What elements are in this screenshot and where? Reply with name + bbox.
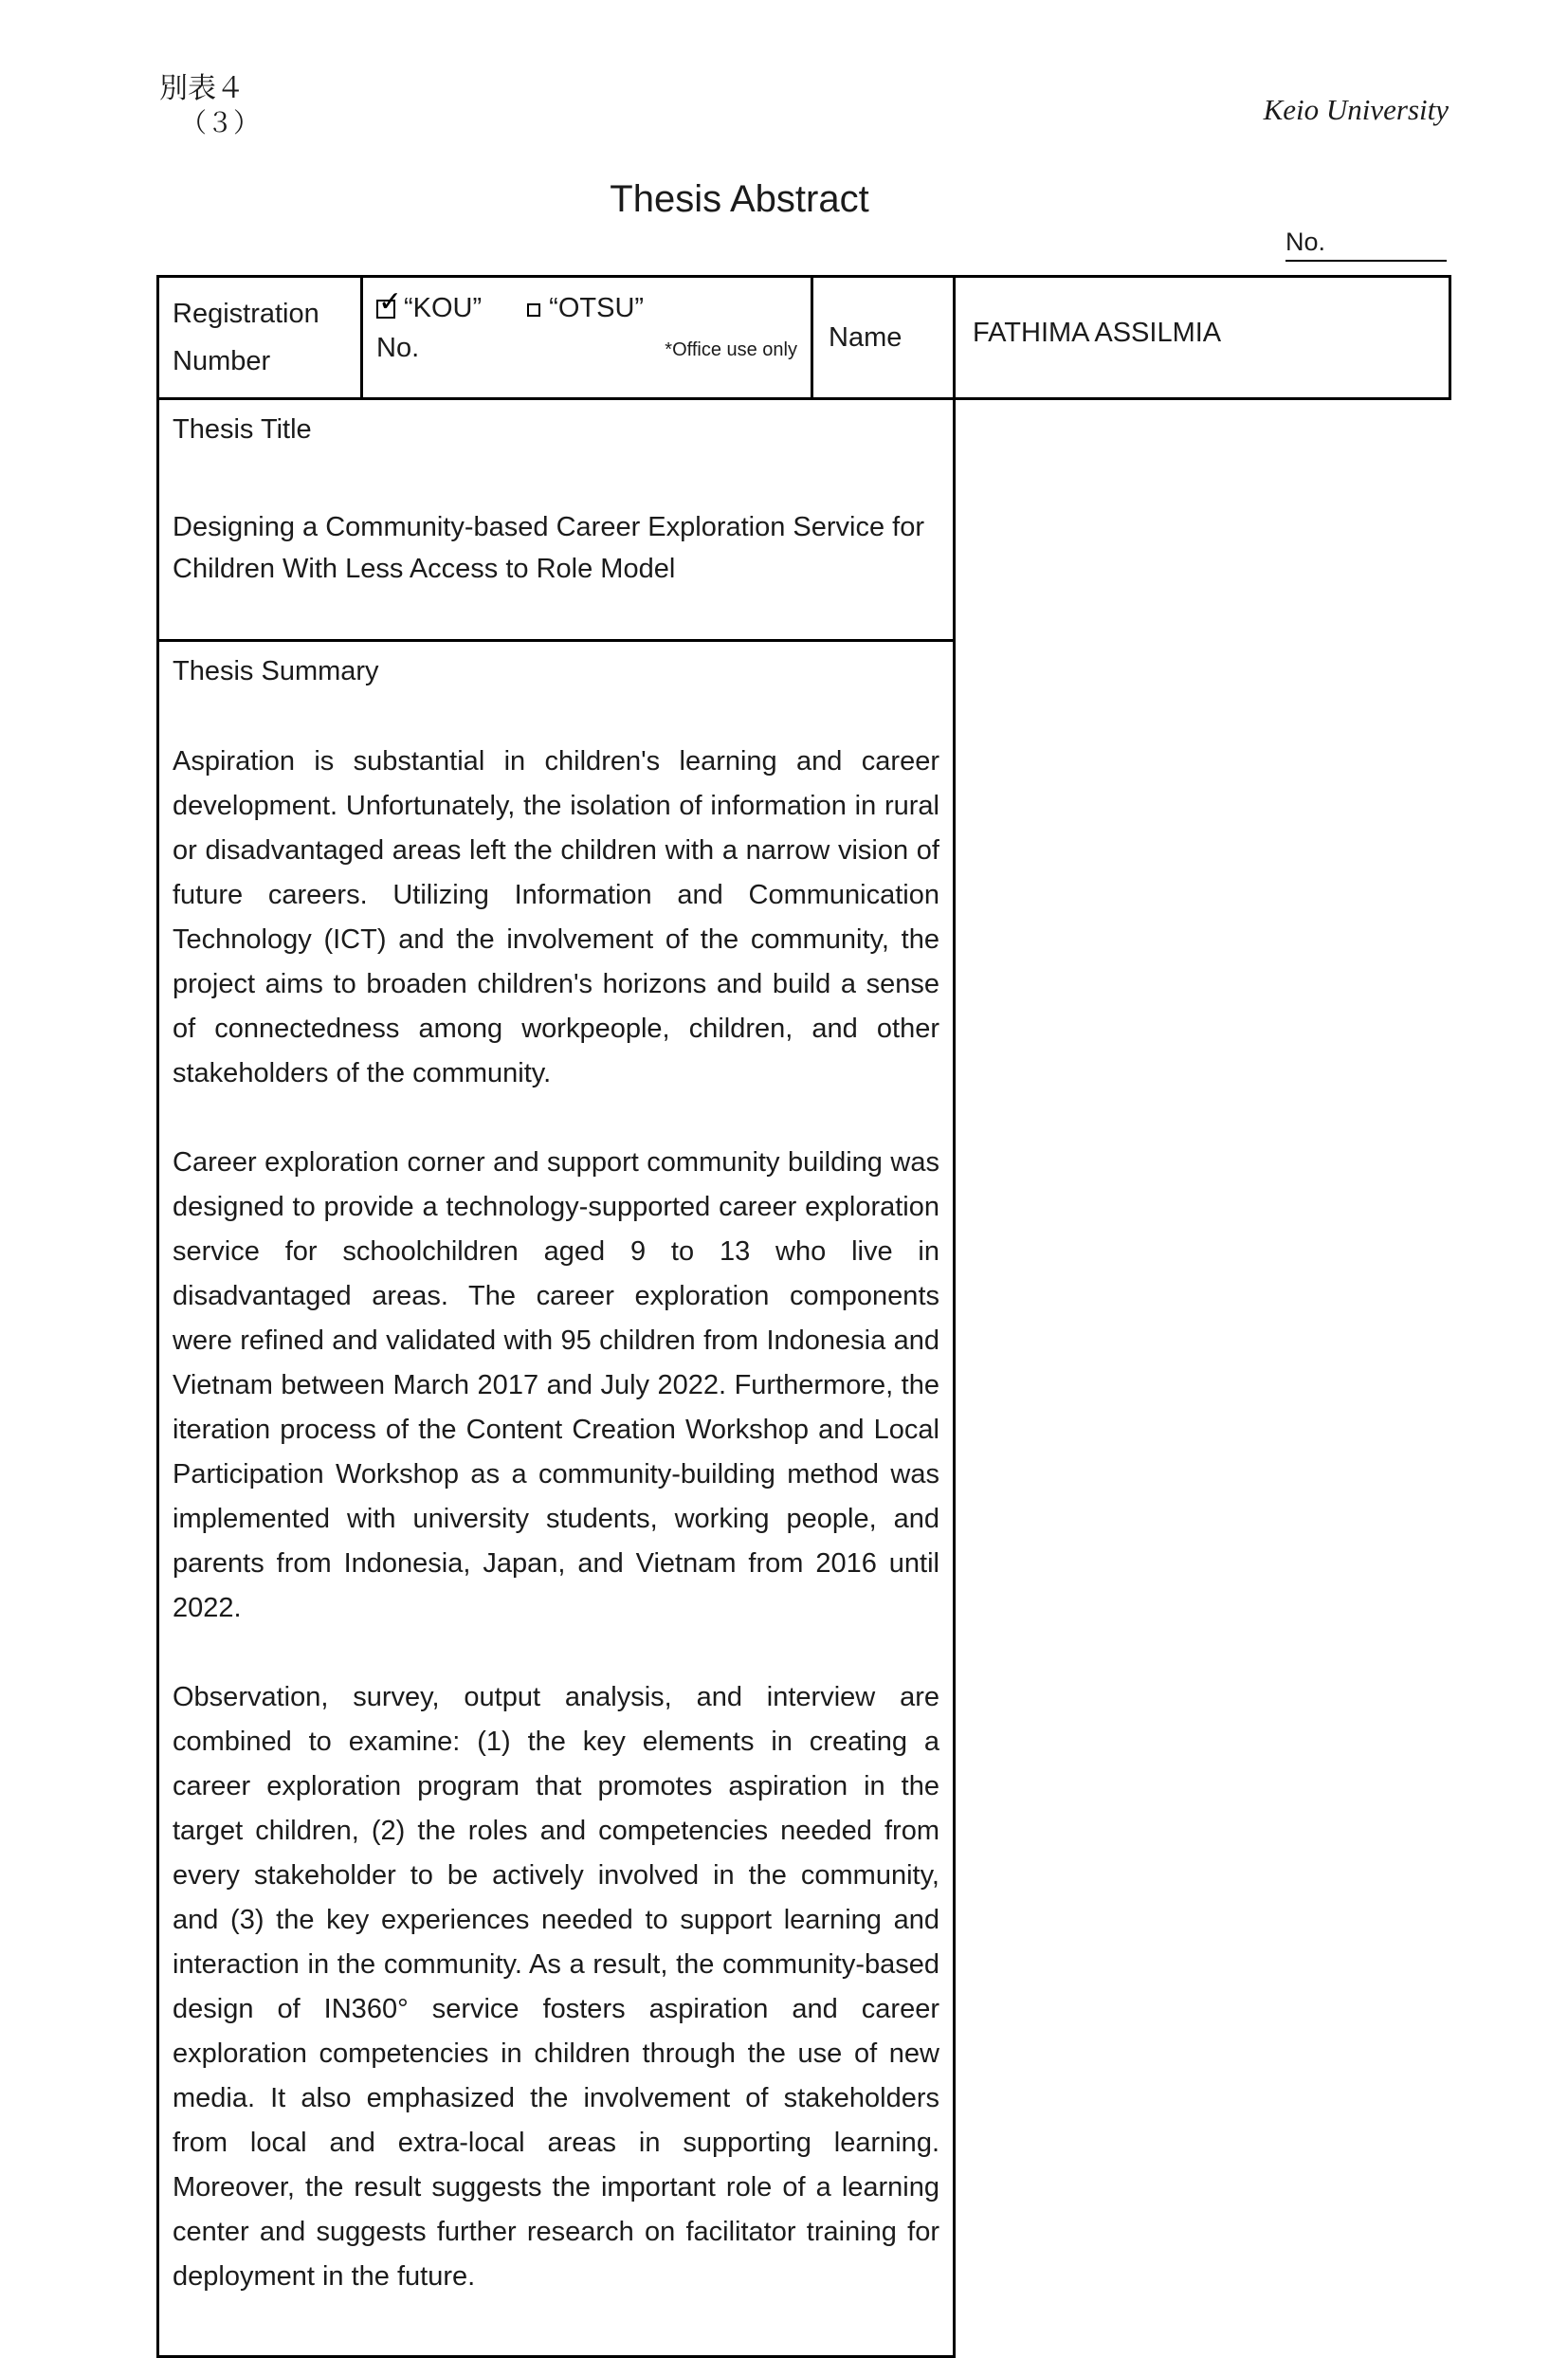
form-reference-number: 別表４ xyxy=(159,73,245,104)
page-title: Thesis Abstract xyxy=(610,178,869,220)
registration-label-line2: Number xyxy=(173,346,271,376)
thesis-summary-row xyxy=(158,641,1450,2357)
name-value: FATHIMA ASSILMIA xyxy=(955,277,1450,399)
thesis-form-table xyxy=(156,275,1451,2358)
form-reference-sub: （３） xyxy=(180,108,261,137)
kou-checkbox-checked xyxy=(376,286,403,319)
summary-paragraph-2: Career exploration corner and support community building was designed to provide a technology-supported career exploration service for schoolchildren aged 9 to 13 who live in disadvantaged areas. The career exploration components were refined and validated with 95 children from Indonesia and Vietnam between March 2017 and July 2022. Furthermore, the iteration process of the Content Creation Workshop and Local Participation Workshop as a community-building method was implemented with university students, working people, and parents from Indonesia, Japan, and Vietnam from 2016 until 2022. xyxy=(173,1147,939,1623)
check-mark-icon: ✓ xyxy=(378,286,403,318)
registration-no-line xyxy=(376,329,797,367)
degree-type-options xyxy=(376,287,797,329)
summary-paragraph-1: Aspiration is substantial in children's learning and career development. Unfortunately, the isolation of information in rural or disadvantaged areas left the children with a narrow vision of future careers. Utilizing Information and Communication Technology (ICT) and the involvement of the community, the project aims to broaden children's horizons and build a sense of connectedness among workpeople, children, and other stakeholders of the community. xyxy=(173,746,939,1088)
registration-number-cell xyxy=(362,277,812,399)
registration-no-label: No. xyxy=(376,333,420,363)
registration-row xyxy=(158,277,1450,399)
name-label: Name xyxy=(812,277,955,399)
otsu-checkbox-unchecked xyxy=(527,303,540,317)
office-use-note: *Office use only xyxy=(665,339,797,360)
thesis-summary-label: Thesis Summary xyxy=(173,656,379,686)
kou-label: “KOU” xyxy=(404,293,483,323)
summary-paragraph-3: Observation, survey, output analysis, and interview are combined to examine: (1) the key elements in creating a career exploration program that promotes aspiration in the target children, (2) the roles and competencies needed from every stakeholder to be actively involved in the community, and (3) the key experiences needed to support learning and interaction in the community. As a result, the community-based design of IN360° service fosters aspiration and career exploration competencies in children through the use of new media. It also emphasized the involvement of stakeholders from local and extra-local areas in supporting learning. Moreover, the result suggests the important role of a learning center and suggests further research on facilitator training for deployment in the future. xyxy=(173,1682,939,2292)
thesis-summary-cell xyxy=(158,641,955,2357)
thesis-title-label: Thesis Title xyxy=(173,414,312,445)
thesis-title-text: Designing a Community-based Career Exploration Service for Children With Less Access to Role Model xyxy=(173,512,925,584)
otsu-label: “OTSU” xyxy=(549,293,645,323)
thesis-title-cell xyxy=(158,399,955,641)
document-no-field: No. xyxy=(1285,228,1447,262)
registration-number-label xyxy=(158,277,362,399)
university-name: Keio University xyxy=(1263,93,1449,126)
otsu-option xyxy=(527,293,644,323)
thesis-title-row xyxy=(158,399,1450,641)
kou-option xyxy=(376,286,483,323)
registration-label-line1: Registration xyxy=(173,299,319,329)
